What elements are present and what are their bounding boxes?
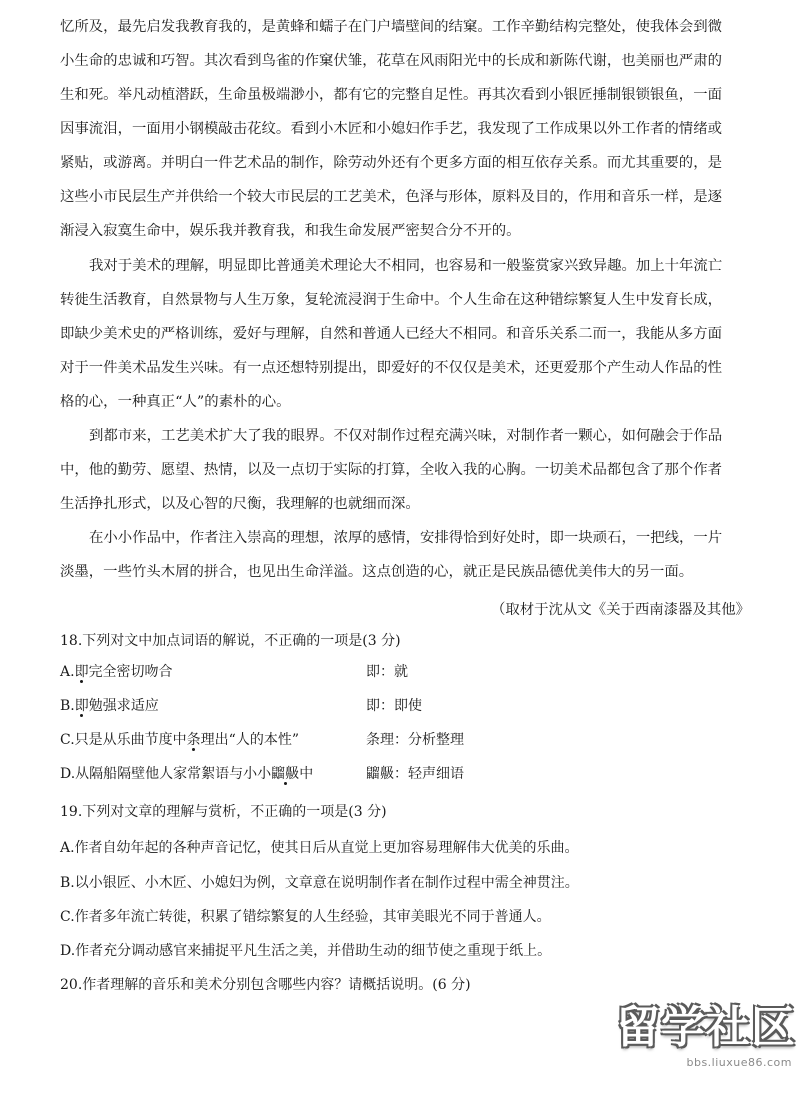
passage-line: 到都市来，工艺美术扩大了我的眼界。不仅对制作过程充满兴味，对制作者一颗心，如何融会于作品 (89, 428, 723, 444)
passage-line: 因事流泪，一面用小钢模敲击花纹。看到小木匠和小媳妇作手艺，我发现了工作成果以外工作者的情绪或 (60, 121, 722, 137)
passage-line: 紧贴，或游离。并明白一件艺术品的制作，除劳动外还有个更多方面的相互依存关系。而尤其重要的，是 (60, 155, 722, 171)
option-text: D.从隔船隔壁他人家常絮语与小小 (60, 766, 272, 782)
passage-line: 生和死。举凡动植潜跃，生命虽极端渺小，都有它的完整自足性。再其次看到小银匠捶制银锁银鱼，一面 (60, 87, 722, 103)
passage-line: 生活挣扎形式，以及心智的尺衡，我理解的也就细而深。 (60, 496, 420, 512)
question-18-option-d (60, 760, 313, 788)
passage-source: （取材于沈从文《关于西南漆器及其他》 (490, 602, 750, 618)
question-19-option-c: C.作者多年流亡转徙，积累了错综繁复的人生经验，其审美眼光不同于普通人。 (60, 909, 551, 925)
passage-line: 我对于美术的理解，明显即比普通美术理论大不相同，也容易和一般鉴赏家兴致异趣。加上十年流亡 (89, 258, 723, 274)
passage-line: 淡墨，一些竹头木屑的拼合，也见出生命洋溢。这点创造的心，就正是民族品德优美伟大的另一面。 (60, 564, 694, 580)
question-18-stem: 18.下列对文中加点词语的解说，不正确的一项是(3 分) (60, 633, 401, 649)
question-18-gloss-d: 䶉䶋：轻声细语 (366, 766, 464, 782)
option-text: A. (60, 664, 75, 680)
option-text: C.只是从乐曲节度中 (60, 732, 187, 748)
watermark-url: bbs.liuxue86.com (686, 1056, 792, 1069)
question-18-option-b (60, 692, 159, 720)
watermark-title: 留学社区 (616, 1002, 796, 1053)
question-18-gloss-c: 条理：分析整理 (366, 732, 464, 748)
passage-line: 渐浸入寂寞生命中，娱乐我并教育我，和我生命发展严密契合分不开的。 (60, 223, 521, 239)
passage-line: 对于一件美术品发生兴味。有一点还想特别提出，即爱好的不仅仅是美术，还更爱那个产生动人作品的性 (60, 360, 722, 376)
question-19-option-d: D.作者充分调动感官来捕捉平凡生活之美，并借助生动的细节使之重现于纸上。 (60, 943, 552, 959)
passage-line: 在小小作品中，作者注入崇高的理想，浓厚的感情，安排得恰到好处时，即一块顽石，一把线，一片 (89, 530, 723, 546)
passage-line: 即缺少美术史的严格训练，爱好与理解，自然和普通人已经大不相同。和音乐关系二而一，我能从多方面 (60, 326, 722, 342)
passage-line: 小生命的忠诚和巧智。其次看到鸟雀的作窠伏雏，花草在风雨阳光中的长成和新陈代谢，也美丽也严肃的 (60, 53, 722, 69)
watermark-logo (606, 1002, 796, 1080)
question-19-option-a: A.作者自幼年起的各种声音记忆，使其日后从直觉上更加容易理解伟大优美的乐曲。 (60, 840, 579, 856)
passage-line: 这些小市民层生产并供给一个较大市民层的工艺美术，色泽与形体，原料及目的，作用和音乐一样，是逐 (60, 189, 722, 205)
option-text: 理出“人的本性” (200, 732, 299, 748)
passage-line: 忆所及，最先启发我教育我的，是黄蜂和蠕子在门户墙壁间的结窠。工作辛勤结构完整处，使我体会到微 (60, 19, 722, 35)
question-18-gloss-a: 即：就 (366, 664, 408, 680)
option-text: 完全密切吻合 (88, 664, 173, 680)
passage-line: 转徙生活教育，自然景物与人生万象，复轮流浸润于生命中。个人生命在这种错综繁复人生中发育长成， (60, 292, 722, 308)
question-18-option-c (60, 726, 299, 754)
passage-line: 格的心，一种真正“人”的素朴的心。 (60, 394, 291, 410)
dotted-word: 即 (74, 664, 89, 680)
passage-paragraph-1 (60, 10, 756, 248)
dotted-word: 䶉䶋 (271, 766, 300, 782)
question-19-option-b: B.以小银匠、小木匠、小媳妇为例，文章意在说明制作者在制作过程中需全神贯注。 (60, 875, 579, 891)
passage-paragraph-3 (60, 419, 756, 521)
passage-paragraph-4 (60, 521, 756, 589)
option-text: 中 (299, 766, 314, 782)
dotted-word: 条 (186, 732, 201, 748)
question-20-stem: 20.作者理解的音乐和美术分别包含哪些内容？请概括说明。(6 分) (60, 977, 471, 993)
option-text: B. (60, 698, 75, 714)
question-18-gloss-b: 即：即使 (366, 698, 422, 714)
dotted-word: 即 (74, 698, 89, 714)
question-18-option-a (60, 658, 173, 686)
question-19-stem: 19.下列对文章的理解与赏析，不正确的一项是(3 分) (60, 804, 387, 820)
passage-line: 中，他的勤劳、愿望、热情，以及一点切于实际的打算，全收入我的心胸。一切美术品都包含了那个作者 (60, 462, 722, 478)
passage-paragraph-2 (60, 249, 756, 419)
option-text: 勉强求适应 (88, 698, 159, 714)
